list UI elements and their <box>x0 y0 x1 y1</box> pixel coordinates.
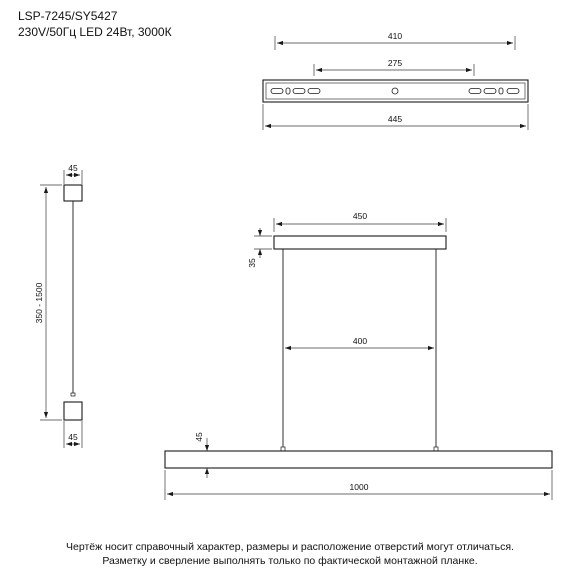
model-number: LSP-7245/SY5427 <box>18 9 118 23</box>
side-cable-clamp <box>71 393 75 396</box>
disclaimer-line-2: Разметку и сверление выполнять только по фактической монтажной планке. <box>102 555 478 567</box>
disclaimer-line-1: Чертёж носит справочный характер, размеры и расположение отверстий могут отличаться. <box>66 541 514 553</box>
front-fixture-body <box>165 451 552 468</box>
side-canopy <box>64 185 82 201</box>
dim-label-275: 275 <box>387 58 403 68</box>
dim-label-400: 400 <box>352 336 368 346</box>
front-view <box>165 211 552 500</box>
dim-label-height-range: 350 - 1500 <box>34 282 44 324</box>
dim-label-445: 445 <box>387 114 403 124</box>
cable-clamp-right <box>434 447 438 451</box>
cable-clamp-left <box>281 447 285 451</box>
dim-label-1000: 1000 <box>349 482 369 492</box>
dim-label-450: 450 <box>352 211 368 221</box>
side-fixture-profile <box>64 402 82 420</box>
dim-label-410: 410 <box>387 31 403 41</box>
electrical-specs: 230V/50Гц LED 24Вт, 3000К <box>18 25 172 39</box>
top-view <box>263 31 528 130</box>
front-canopy <box>274 236 446 249</box>
dim-label-bottom-45: 45 <box>68 432 78 442</box>
dim-label-35: 35 <box>247 258 257 268</box>
dim-label-45: 45 <box>194 432 204 442</box>
dim-label-top-45: 45 <box>68 163 78 173</box>
side-view <box>34 163 82 448</box>
